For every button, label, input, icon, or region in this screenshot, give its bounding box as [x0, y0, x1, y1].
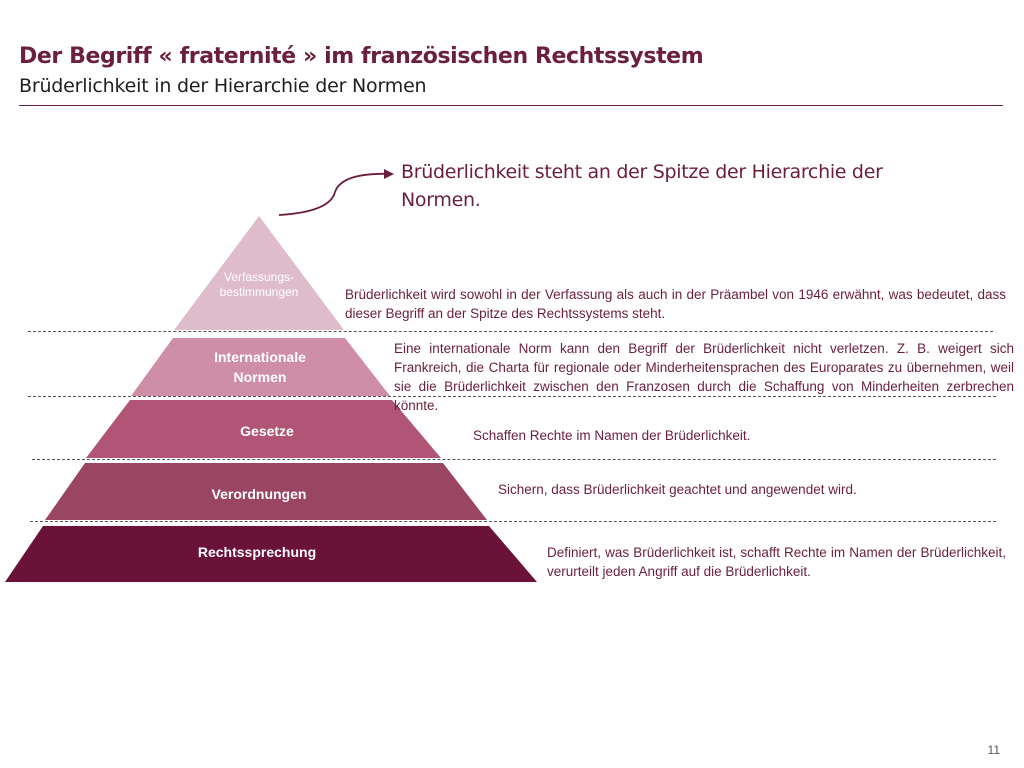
level-description-4: Definiert, was Brüderlichkeit ist, schafft Rechte im Namen der Brüderlichkeit, verurteilt jeden Angriff auf die Brüderlichkeit. [547, 545, 1006, 579]
level-label-4: Rechtssprechung [197, 544, 317, 560]
level-label-0: Verfassungs- bestimmungen [219, 270, 299, 299]
level-label-3: Verordnungen [211, 486, 307, 502]
level-separator-4 [30, 521, 996, 522]
level-description-0: Brüderlichkeit wird sowohl in der Verfassung als auch in der Präambel von 1946 erwähnt, was bedeutet, dass dieser Begriff an der Spitze des Rechtssystems steht. [345, 287, 1006, 321]
level-description-3: Sichern, dass Brüderlichkeit geachtet und angewendet wird. [498, 482, 857, 497]
callout-arrow [279, 174, 392, 215]
callout-text: Brüderlichkeit steht an der Spitze der Hierarchie der Normen. [401, 161, 883, 211]
level-separator-1 [28, 331, 993, 332]
level-separator-3 [32, 459, 996, 460]
callout-arrow-head [384, 169, 394, 179]
level-description-1: Eine internationale Norm kann den Begriff der Brüderlichkeit nicht verletzen. Z. B. weigert sich Frankreich, die Charta für regionale oder Minderheitensprachen des Europarates zu übernehmen, weil sie die Brüderlichkeit zwischen den Franzosen durch die Schaffung von Minderheiten zerbrechen könnte. [394, 341, 1014, 413]
level-label-1: Internationale Normen [214, 349, 306, 385]
slide-subtitle: Brüderlichkeit in der Hierarchie der Normen [19, 75, 427, 97]
page-number: 11 [987, 743, 1000, 757]
slide-title: Der Begriff « fraternité » im französischen Rechtssystem [19, 44, 704, 69]
level-label-2: Gesetze [240, 423, 294, 439]
level-description-2: Schaffen Rechte im Namen der Brüderlichkeit. [473, 428, 751, 443]
